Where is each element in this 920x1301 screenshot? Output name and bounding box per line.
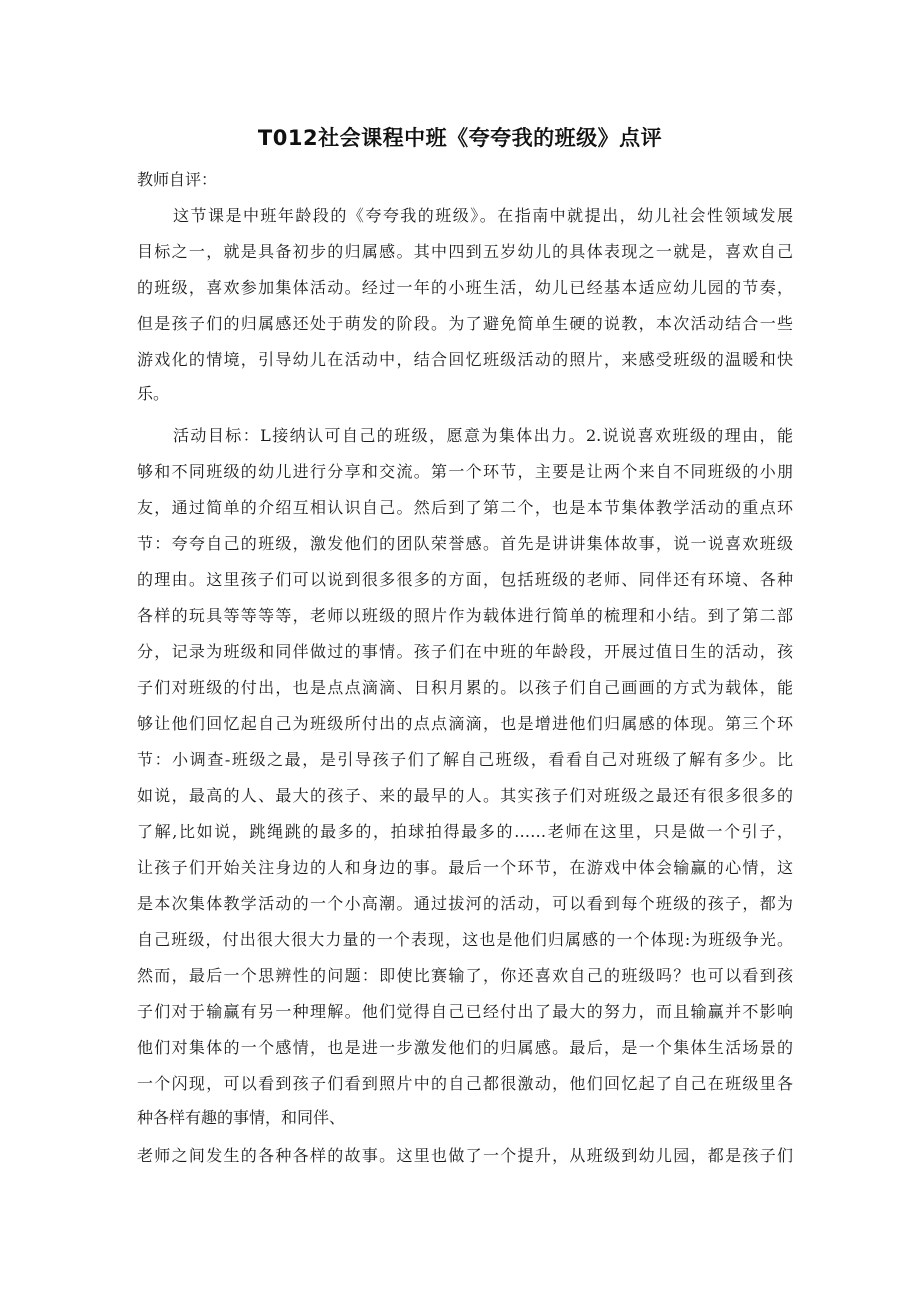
paragraph-line: 够让他们回忆起自己为班级所付出的点点滴滴，也是增进他们归属感的体现。第三个环 [137, 714, 793, 733]
paragraph-line: 如说，最高的人、最大的孩子、来的最早的人。其实孩子们对班级之最还有很多很多的 [137, 786, 793, 805]
paragraph-line: 乐。 [137, 384, 170, 403]
paragraph-line: 然而，最后一个思辨性的问题：即使比赛输了，你还喜欢自己的班级吗？也可以看到孩 [137, 966, 793, 985]
paragraph-line: 够和不同班级的幼儿进行分享和交流。第一个环节，主要是让两个来自不同班级的小朋 [137, 462, 793, 481]
paragraph-line: 友，通过简单的介绍互相认识自己。然后到了第二个，也是本节集体教学活动的重点环 [137, 498, 793, 517]
paragraph-line: 这节课是中班年龄段的《夸夸我的班级》。在指南中就提出，幼儿社会性领域发展 [173, 206, 793, 225]
paragraph-line: 分，记录为班级和同伴做过的事情。孩子们在中班的年龄段，开展过值日生的活动，孩 [137, 642, 793, 661]
paragraph-line: 游戏化的情境，引导幼儿在活动中，结合回忆班级活动的照片，来感受班级的温暖和快 [137, 350, 793, 369]
paragraph-line: 目标之一，就是具备初步的归属感。其中四到五岁幼儿的具体表现之一就是，喜欢自己 [137, 242, 793, 261]
paragraph-line: 的理由。这里孩子们可以说到很多很多的方面，包括班级的老师、同伴还有环境、各种 [137, 570, 793, 589]
paragraph-line: 活动目标：L接纳认可自己的班级，愿意为集体出力。2.说说喜欢班级的理由，能 [173, 426, 793, 445]
section-label: 教师自评： [137, 170, 218, 189]
paragraph-line: 是本次集体教学活动的一个小高潮。通过拔河的活动，可以看到每个班级的孩子，都为 [137, 894, 793, 913]
paragraph-line: 节：夸夸自己的班级，激发他们的团队荣誉感。首先是讲讲集体故事，说一说喜欢班级 [137, 534, 793, 553]
paragraph-line: 各样的玩具等等等等，老师以班级的照片作为载体进行简单的梳理和小结。到了第二部 [137, 606, 793, 625]
document-title: T012社会课程中班《夸夸我的班级》点评 [257, 126, 663, 150]
paragraph-line: 的班级，喜欢参加集体活动。经过一年的小班生活，幼儿已经基本适应幼儿园的节奏， [137, 278, 793, 297]
paragraph-line: 自己班级，付出很大很大力量的一个表现，这也是他们归属感的一个体现:为班级争光。 [137, 930, 793, 949]
paragraph-line: 但是孩子们的归属感还处于萌发的阶段。为了避免简单生硬的说教，本次活动结合一些 [137, 314, 793, 333]
paragraph-line: 一个闪现，可以看到孩子们看到照片中的自己都很激动，他们回忆起了自己在班级里各 [137, 1074, 793, 1093]
paragraph-line: 子们对班级的付出，也是点点滴滴、日积月累的。以孩子们自己画画的方式为载体，能 [137, 678, 793, 697]
paragraph-line: 让孩子们开始关注身边的人和身边的事。最后一个环节，在游戏中体会输赢的心情，这 [137, 858, 793, 877]
paragraph-line: 他们对集体的一个感情，也是进一步激发他们的归属感。最后，是一个集体生活场景的 [137, 1038, 793, 1057]
paragraph-line: 老师之间发生的各种各样的故事。这里也做了一个提升，从班级到幼儿园，都是孩子们 [137, 1146, 793, 1165]
paragraph-line: 节：小调查-班级之最，是引导孩子们了解自己班级，看看自己对班级了解有多少。比 [137, 750, 793, 769]
paragraph-line: 种各样有趣的事情，和同伴、 [137, 1108, 346, 1127]
paragraph-line: 子们对于输赢有另一种理解。他们觉得自己已经付出了最大的努力，而且输赢并不影响 [137, 1002, 793, 1021]
paragraph-line: 了解,比如说，跳绳跳的最多的，拍球拍得最多的……老师在这里，只是做一个引子， [137, 822, 793, 841]
